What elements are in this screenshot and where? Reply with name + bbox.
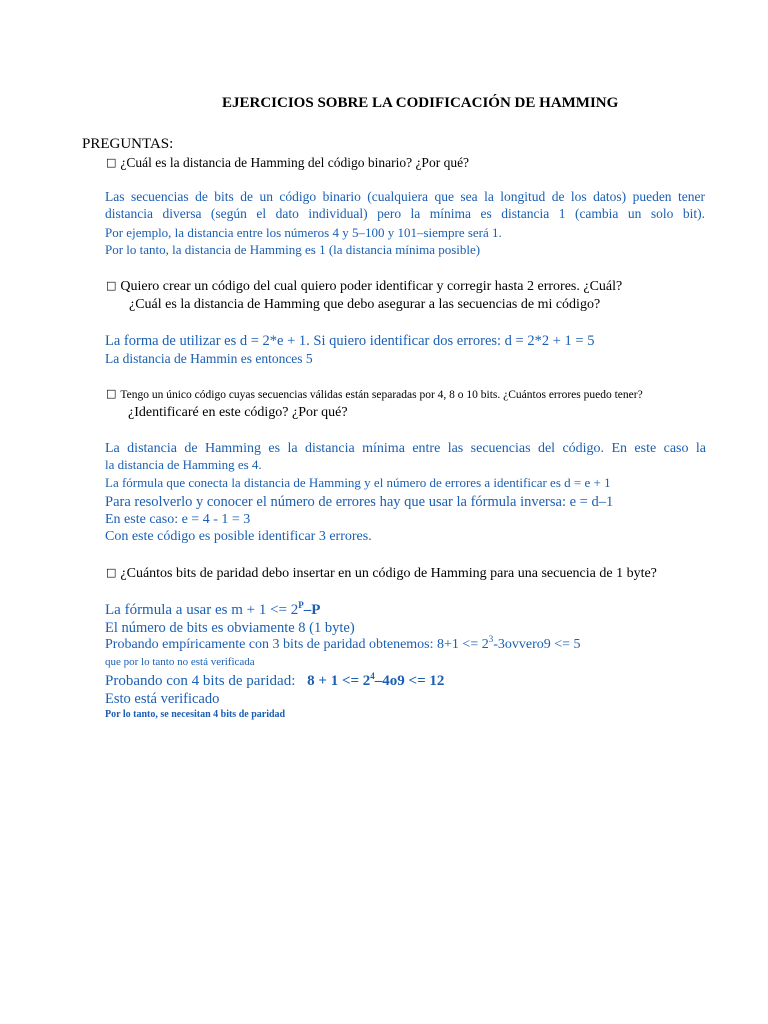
answer-4-formula-text: La fórmula a usar es m + 1 <= 2	[105, 602, 299, 618]
answer-4-trial-4-text: Probando con 4 bits de paridad:	[105, 673, 296, 689]
answer-1-line-1: Las secuencias de bits de un código binario (cualquiera que sea la longitud de los datos) pueden tener	[105, 189, 705, 204]
answer-3-line-5: En este caso: e = 4 - 1 = 3	[105, 512, 251, 527]
answer-4-formula-exponent: P	[298, 600, 304, 610]
answer-4-line-5	[105, 673, 444, 690]
checkbox-bullet-icon: □	[106, 156, 117, 169]
answer-3-line-3: La fórmula que conecta la distancia de Hamming y el número de errores a identificar es d = e + 1	[105, 475, 611, 490]
answer-3-line-4: Para resolverlo y conocer el número de errores hay que usar la fórmula inversa: e = d–1	[105, 494, 614, 510]
answer-1-line-3: Por ejemplo, la distancia entre los números 4 y 5–100 y 101–siempre será 1.	[105, 225, 502, 240]
answer-4-formula-tail: –P	[303, 602, 321, 618]
document-title: EJERCICIOS SOBRE LA CODIFICACIÓN DE HAMMING	[222, 95, 619, 111]
answer-3-paragraph-line-1	[105, 440, 706, 458]
answer-4-trial-3-tail: -3ovvero9 <= 5	[493, 637, 581, 652]
answer-4-line-4: que por lo tanto no está verificada	[105, 656, 255, 668]
checkbox-bullet-icon: □	[106, 566, 117, 579]
answer-4-trial-4-tail: –4o9 <= 12	[374, 673, 445, 689]
answer-3-line-6: Con este código es posible identificar 3 errores.	[105, 529, 372, 544]
question-3-line-1	[106, 388, 643, 402]
answer-4-trial-4-exponent: 4	[370, 671, 375, 681]
answer-4-trial-4-formula: 8 + 1 <= 2	[307, 673, 371, 689]
question-3-line-2: ¿Identificaré en este código? ¿Por qué?	[128, 405, 348, 420]
answer-4-line-6: Esto está verificado	[105, 691, 220, 707]
answer-4-line-2: El número de bits es obviamente 8 (1 byte)	[105, 620, 355, 636]
answer-4-trial-3-text: Probando empíricamente con 3 bits de paridad obtenemos: 8+1 <= 2	[105, 637, 489, 652]
answer-2-line-2: La distancia de Hammin es entonces 5	[105, 351, 313, 366]
checkbox-bullet-icon: □	[106, 279, 117, 292]
question-4	[106, 566, 657, 582]
question-4-text: ¿Cuántos bits de paridad debo insertar en un código de Hamming para una secuencia de 1 byte?	[120, 566, 657, 581]
answer-1-paragraph	[105, 188, 705, 223]
question-3-text: Tengo un único código cuyas secuencias válidas están separadas por 4, 8 o 10 bits. ¿Cuántos errores puedo tener?	[120, 389, 643, 401]
question-2-line-2: ¿Cuál es la distancia de Hamming que debo asegurar a las secuencias de mi código?	[129, 297, 601, 312]
answer-3-line-1: La distancia de Hamming es la distancia mínima entre las secuencias del código. En este caso la	[105, 441, 706, 456]
answer-1-line-2: distancia diversa (según el dato individual) pero la mínima es distancia 1 (cambia un solo bit).	[105, 206, 705, 222]
question-1	[106, 155, 469, 171]
answer-3-line-2: la distancia de Hamming es 4.	[105, 457, 262, 472]
answer-4-trial-3-exponent: 3	[488, 634, 494, 644]
question-1-text: ¿Cuál es la distancia de Hamming del código binario? ¿Por qué?	[120, 155, 470, 170]
answer-2-line-1: La forma de utilizar es d = 2*e + 1. Si quiero identificar dos errores: d = 2*2 + 1 = 5	[105, 333, 595, 349]
preguntas-heading: PREGUNTAS:	[82, 136, 174, 152]
answer-4-line-3	[105, 634, 581, 653]
question-2-line-1	[106, 279, 622, 295]
answer-4-line-1	[105, 602, 320, 619]
answer-4-conclusion: Por lo tanto, se necesitan 4 bits de paridad	[105, 709, 286, 720]
question-2-text: Quiero crear un código del cual quiero poder identificar y corregir hasta 2 errores. ¿Cuál?	[120, 279, 623, 294]
checkbox-bullet-icon: □	[106, 387, 117, 400]
answer-1-line-4: Por lo tanto, la distancia de Hamming es 1 (la distancia mínima posible)	[105, 242, 481, 257]
